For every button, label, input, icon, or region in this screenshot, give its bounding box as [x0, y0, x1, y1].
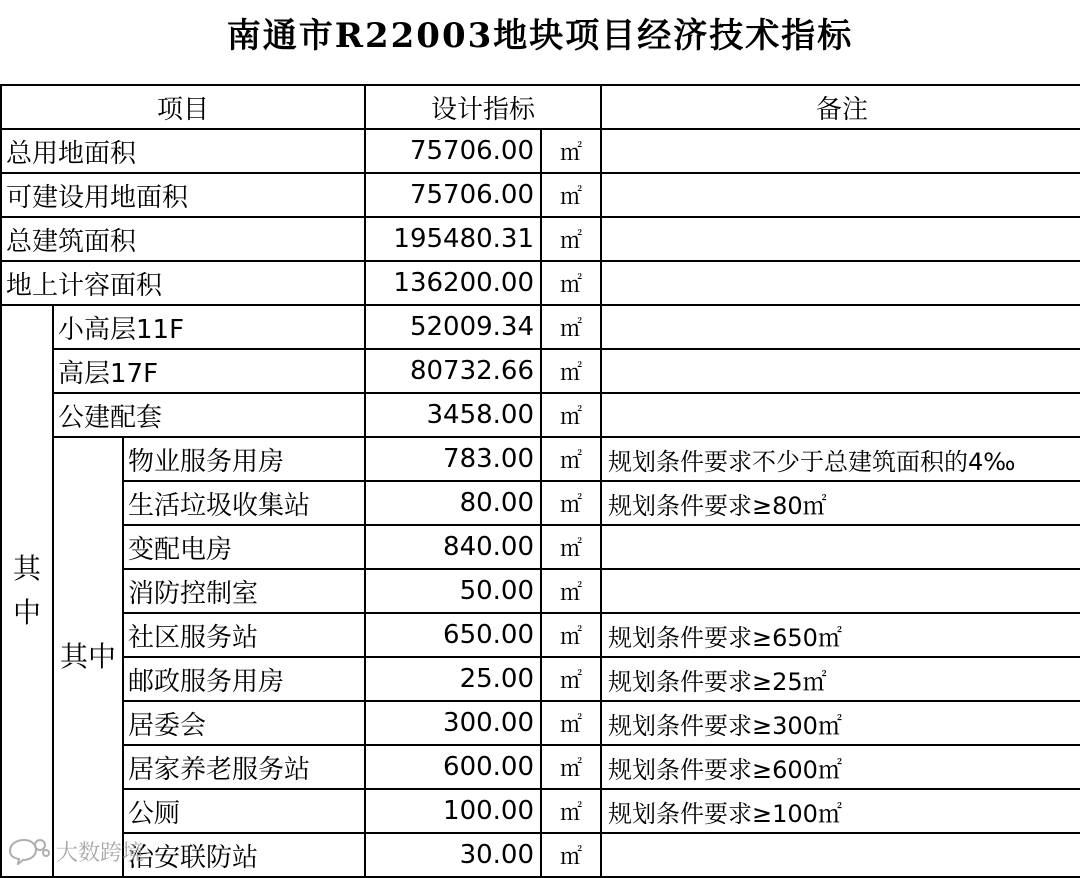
note-cell: [601, 129, 1080, 173]
header-note: 备注: [601, 85, 1080, 129]
note-cell: [601, 349, 1080, 393]
value-cell: 30.00: [365, 833, 541, 877]
chat-bubble-logo-icon: [6, 837, 50, 865]
label-cell: 社区服务站: [123, 613, 365, 657]
label-cell: 物业服务用房: [123, 437, 365, 481]
value-cell: 195480.31: [365, 217, 541, 261]
note-cell: 规划条件要求≥300㎡: [601, 701, 1080, 745]
note-cell: 规划条件要求≥80㎡: [601, 481, 1080, 525]
note-cell: [601, 833, 1080, 877]
unit-cell: ㎡: [541, 833, 601, 877]
table-row: [1, 349, 1080, 393]
label-cell: 可建设用地面积: [1, 173, 365, 217]
label-cell: 总建筑面积: [1, 217, 365, 261]
unit-cell: ㎡: [541, 217, 601, 261]
table-row: [1, 481, 1080, 525]
note-cell: 规划条件要求不少于总建筑面积的4‰: [601, 437, 1080, 481]
unit-cell: ㎡: [541, 613, 601, 657]
table-row: [1, 657, 1080, 701]
watermark: [6, 834, 144, 868]
indicator-table: [0, 84, 1080, 878]
value-cell: 25.00: [365, 657, 541, 701]
value-cell: 3458.00: [365, 393, 541, 437]
value-cell: 600.00: [365, 745, 541, 789]
note-cell: [601, 217, 1080, 261]
unit-cell: ㎡: [541, 437, 601, 481]
table-row: [1, 129, 1080, 173]
note-cell: [601, 305, 1080, 349]
label-cell: 邮政服务用房: [123, 657, 365, 701]
value-cell: 783.00: [365, 437, 541, 481]
note-cell: 规划条件要求≥650㎡: [601, 613, 1080, 657]
unit-cell: ㎡: [541, 261, 601, 305]
table-row: [1, 305, 1080, 349]
note-cell: [601, 173, 1080, 217]
header-item: 项目: [1, 85, 365, 129]
value-cell: 100.00: [365, 789, 541, 833]
group-label-outer: 其 中: [1, 305, 53, 877]
label-cell: 消防控制室: [123, 569, 365, 613]
label-cell: 公建配套: [53, 393, 365, 437]
unit-cell: ㎡: [541, 657, 601, 701]
table-row: [1, 745, 1080, 789]
label-cell: 居家养老服务站: [123, 745, 365, 789]
table-row: [1, 613, 1080, 657]
label-cell: 小高层11F: [53, 305, 365, 349]
note-cell: [601, 569, 1080, 613]
value-cell: 50.00: [365, 569, 541, 613]
label-cell: 变配电房: [123, 525, 365, 569]
value-cell: 136200.00: [365, 261, 541, 305]
value-cell: 650.00: [365, 613, 541, 657]
note-cell: [601, 261, 1080, 305]
unit-cell: ㎡: [541, 745, 601, 789]
unit-cell: ㎡: [541, 525, 601, 569]
value-cell: 80732.66: [365, 349, 541, 393]
unit-cell: ㎡: [541, 129, 601, 173]
value-cell: 52009.34: [365, 305, 541, 349]
watermark-text: 大数跨境: [56, 840, 145, 866]
header-row: [1, 85, 1080, 129]
label-cell: 总用地面积: [1, 129, 365, 173]
unit-cell: ㎡: [541, 349, 601, 393]
page-title: 南通市R22003地块项目经济技术指标: [226, 16, 854, 56]
note-cell: 规划条件要求≥600㎡: [601, 745, 1080, 789]
value-cell: 840.00: [365, 525, 541, 569]
table-row: [1, 833, 1080, 877]
unit-cell: ㎡: [541, 305, 601, 349]
unit-cell: ㎡: [541, 481, 601, 525]
table-row: [1, 437, 1080, 481]
unit-cell: ㎡: [541, 173, 601, 217]
table-body: [1, 85, 1080, 877]
table-row: [1, 393, 1080, 437]
note-cell: 规划条件要求≥100㎡: [601, 789, 1080, 833]
label-cell: 公厕: [123, 789, 365, 833]
value-cell: 300.00: [365, 701, 541, 745]
label-cell: 居委会: [123, 701, 365, 745]
unit-cell: ㎡: [541, 569, 601, 613]
value-cell: 75706.00: [365, 129, 541, 173]
value-cell: 80.00: [365, 481, 541, 525]
table-row: [1, 217, 1080, 261]
table-row: [1, 701, 1080, 745]
table-row: [1, 569, 1080, 613]
table-row: [1, 261, 1080, 305]
label-cell: 地上计容面积: [1, 261, 365, 305]
label-cell: 治安联防站: [123, 833, 365, 877]
group-label-inner: 其中: [53, 437, 123, 877]
header-design: 设计指标: [365, 85, 601, 129]
label-cell: 生活垃圾收集站: [123, 481, 365, 525]
table-row: [1, 173, 1080, 217]
unit-cell: ㎡: [541, 789, 601, 833]
table-row: [1, 789, 1080, 833]
value-cell: 75706.00: [365, 173, 541, 217]
table-row: [1, 525, 1080, 569]
note-cell: [601, 393, 1080, 437]
note-cell: 规划条件要求≥25㎡: [601, 657, 1080, 701]
label-cell: 高层17F: [53, 349, 365, 393]
unit-cell: ㎡: [541, 393, 601, 437]
unit-cell: ㎡: [541, 701, 601, 745]
note-cell: [601, 525, 1080, 569]
